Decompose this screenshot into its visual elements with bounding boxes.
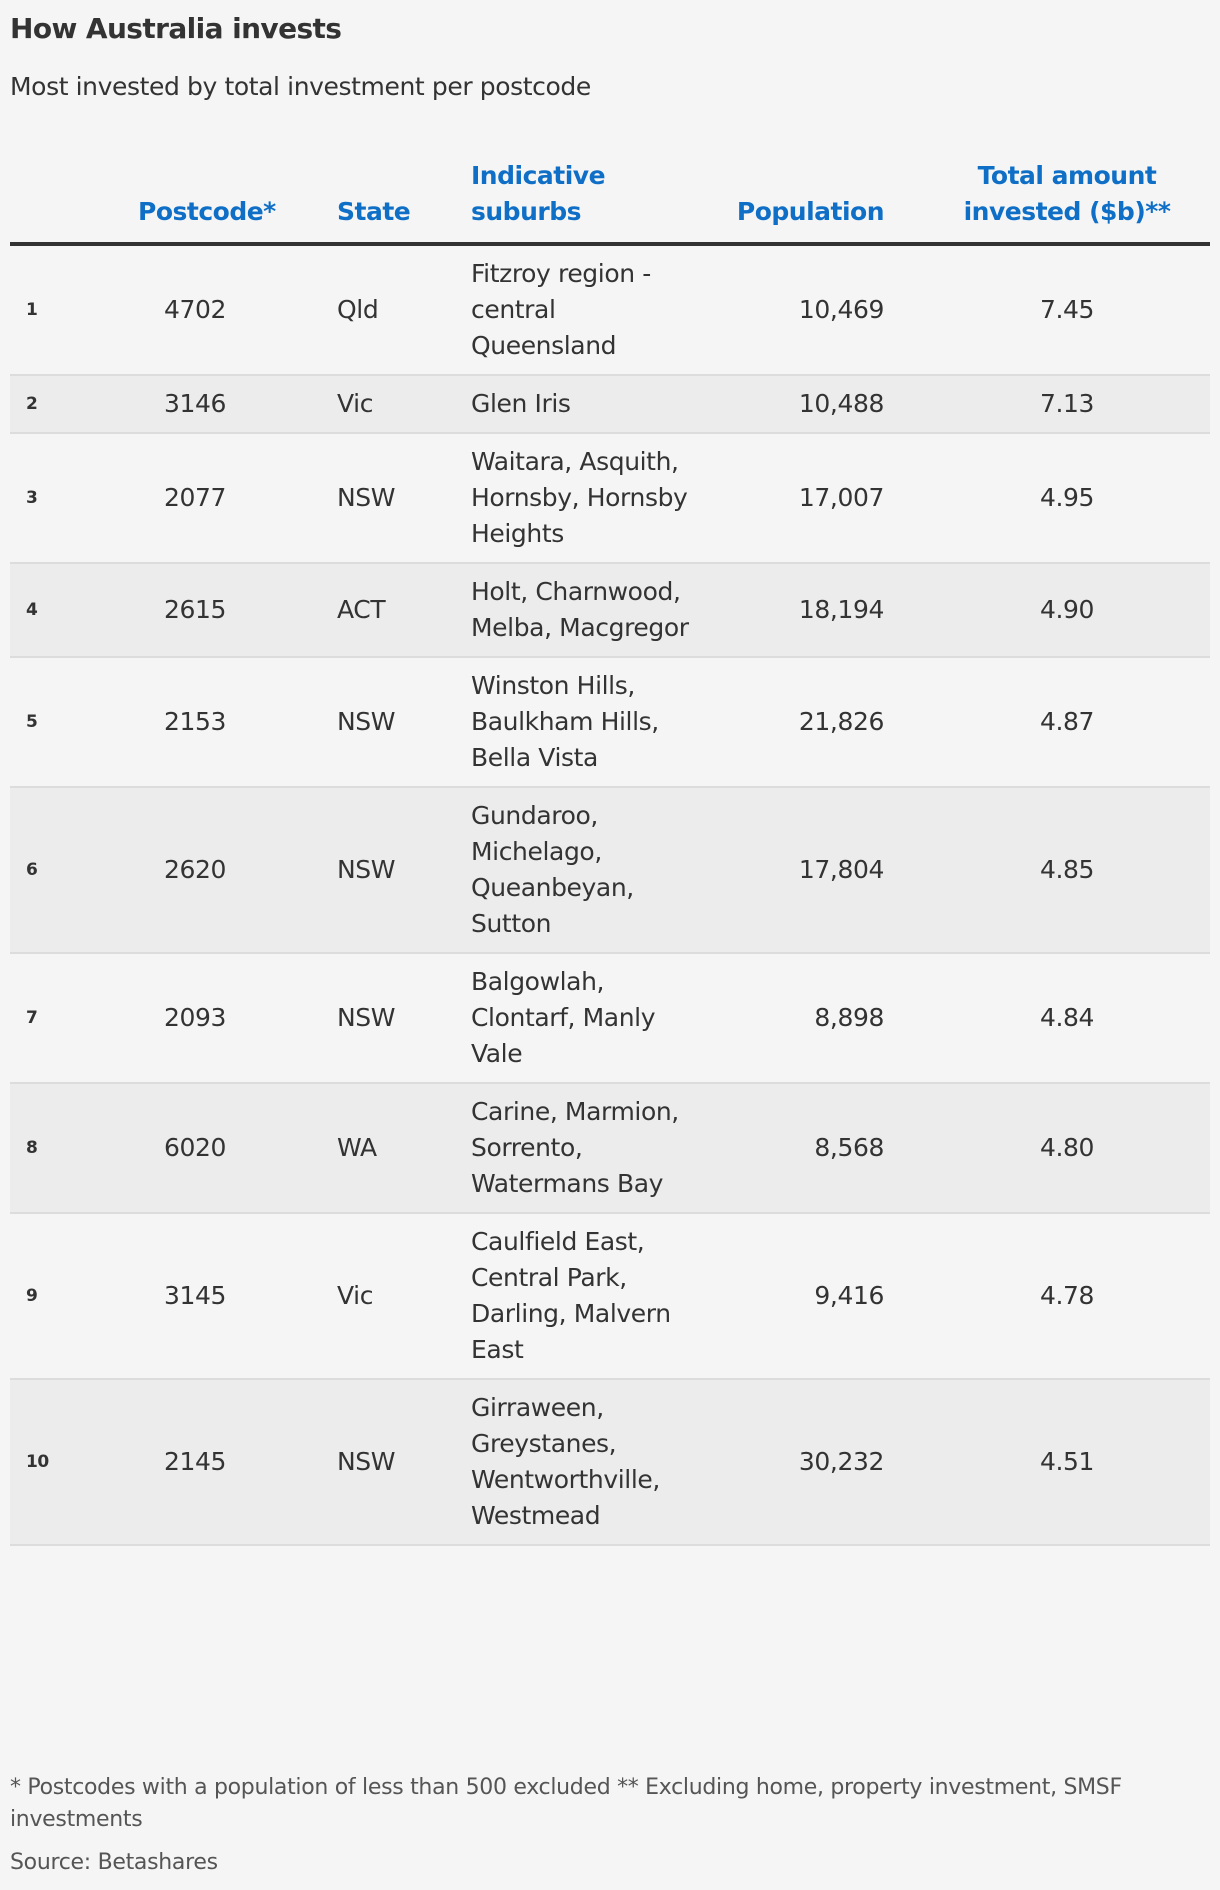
amount-cell: 4.84 [884, 953, 1210, 1083]
population-cell: 30,232 [691, 1379, 884, 1545]
state-cell: NSW [337, 1379, 471, 1545]
rank-cell: 1 [10, 244, 142, 375]
investment-table [10, 158, 1210, 1546]
table-row [10, 563, 1210, 657]
suburbs-cell: Balgowlah, Clontarf, Manly Vale [471, 953, 691, 1083]
postcode-cell: 2145 [142, 1379, 337, 1545]
table-row [10, 244, 1210, 375]
postcode-cell: 2153 [142, 657, 337, 787]
postcode-cell: 3145 [142, 1213, 337, 1379]
suburbs-cell: Carine, Marmion, Sorrento, Watermans Bay [471, 1083, 691, 1213]
rank-cell: 5 [10, 657, 142, 787]
suburbs-cell: Glen Iris [471, 375, 691, 433]
population-cell: 10,469 [691, 244, 884, 375]
amount-cell: 7.13 [884, 375, 1210, 433]
postcode-cell: 3146 [142, 375, 337, 433]
state-cell: Vic [337, 375, 471, 433]
table-row [10, 953, 1210, 1083]
rank-cell: 2 [10, 375, 142, 433]
suburbs-cell: Fitzroy region - central Queensland [471, 244, 691, 375]
column-header-postcode: Postcode* [142, 158, 337, 244]
amount-cell: 7.45 [884, 244, 1210, 375]
column-header-amount-line1: Total amount [977, 161, 1157, 190]
column-header-amount [884, 158, 1210, 244]
page-subtitle: Most invested by total investment per postcode [10, 72, 591, 101]
amount-cell: 4.95 [884, 433, 1210, 563]
postcode-cell: 6020 [142, 1083, 337, 1213]
rank-cell: 8 [10, 1083, 142, 1213]
postcode-cell: 4702 [142, 244, 337, 375]
state-cell: NSW [337, 657, 471, 787]
amount-cell: 4.80 [884, 1083, 1210, 1213]
state-cell: NSW [337, 433, 471, 563]
suburbs-cell: Caulfield East, Central Park, Darling, Malvern East [471, 1213, 691, 1379]
population-cell: 8,898 [691, 953, 884, 1083]
table-row [10, 1083, 1210, 1213]
state-cell: WA [337, 1083, 471, 1213]
table-row [10, 1213, 1210, 1379]
table-row [10, 787, 1210, 953]
state-cell: ACT [337, 563, 471, 657]
state-cell: Vic [337, 1213, 471, 1379]
suburbs-cell: Winston Hills, Baulkham Hills, Bella Vista [471, 657, 691, 787]
table-row [10, 1379, 1210, 1545]
column-header-state: State [337, 158, 471, 244]
population-cell: 17,804 [691, 787, 884, 953]
postcode-cell: 2615 [142, 563, 337, 657]
amount-cell: 4.87 [884, 657, 1210, 787]
column-header-population: Population [691, 158, 884, 244]
state-cell: Qld [337, 244, 471, 375]
amount-cell: 4.90 [884, 563, 1210, 657]
rank-cell: 10 [10, 1379, 142, 1545]
amount-cell: 4.85 [884, 787, 1210, 953]
rank-cell: 3 [10, 433, 142, 563]
rank-cell: 7 [10, 953, 142, 1083]
rank-cell: 6 [10, 787, 142, 953]
suburbs-cell: Gundaroo, Michelago, Queanbeyan, Sutton [471, 787, 691, 953]
table-header-row [10, 158, 1210, 244]
table-row [10, 375, 1210, 433]
postcode-cell: 2077 [142, 433, 337, 563]
state-cell: NSW [337, 787, 471, 953]
footnote: * Postcodes with a population of less than 500 excluded ** Excluding home, property investment, SMSF investments [10, 1775, 1122, 1832]
population-cell: 21,826 [691, 657, 884, 787]
source-credit: Source: Betashares [10, 1850, 218, 1875]
postcode-cell: 2093 [142, 953, 337, 1083]
table-row [10, 657, 1210, 787]
suburbs-cell: Waitara, Asquith, Hornsby, Hornsby Heights [471, 433, 691, 563]
column-header-suburbs-line1: Indicative [471, 161, 606, 190]
column-header-suburbs-line2: suburbs [471, 197, 581, 226]
column-header-rank [10, 158, 142, 244]
population-cell: 9,416 [691, 1213, 884, 1379]
population-cell: 10,488 [691, 375, 884, 433]
population-cell: 18,194 [691, 563, 884, 657]
amount-cell: 4.51 [884, 1379, 1210, 1545]
amount-cell: 4.78 [884, 1213, 1210, 1379]
state-cell: NSW [337, 953, 471, 1083]
rank-cell: 9 [10, 1213, 142, 1379]
postcode-cell: 2620 [142, 787, 337, 953]
column-header-amount-line2: invested ($b)** [963, 197, 1171, 226]
rank-cell: 4 [10, 563, 142, 657]
table-row [10, 433, 1210, 563]
population-cell: 8,568 [691, 1083, 884, 1213]
suburbs-cell: Girraween, Greystanes, Wentworthville, Westmead [471, 1379, 691, 1545]
suburbs-cell: Holt, Charnwood, Melba, Macgregor [471, 563, 691, 657]
page-title: How Australia invests [10, 12, 342, 45]
column-header-suburbs [471, 158, 691, 244]
population-cell: 17,007 [691, 433, 884, 563]
